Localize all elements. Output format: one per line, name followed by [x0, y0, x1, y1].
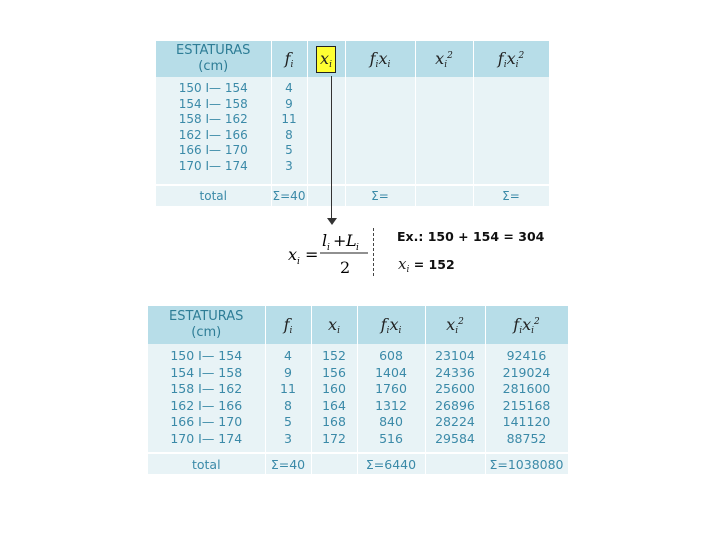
xi2-cell: 28224: [435, 414, 475, 429]
header-xi-x: x: [328, 314, 338, 334]
xi-cell: 160: [322, 381, 346, 396]
header-estaturas-title: ESTATURAS: [169, 309, 244, 324]
body-row: [156, 77, 549, 185]
interval-cell: 150 I— 154: [178, 81, 248, 95]
interval-cell: 154 I— 158: [170, 364, 243, 380]
formula-lhs-sub: i: [297, 257, 300, 267]
formula-lhs: x: [288, 245, 298, 264]
fi-cell: 8: [284, 397, 292, 413]
sum-fi: Σ=40: [271, 185, 307, 206]
xi-column: [311, 344, 357, 453]
header-fixi2: [485, 306, 568, 344]
fi-cell: 11: [281, 112, 297, 126]
header-fixi2-sub1: i: [519, 325, 523, 336]
header-fixi2: [473, 41, 549, 77]
fixi-cell: 1760: [375, 381, 407, 396]
example-result: [398, 255, 455, 275]
xi2-cell: 26896: [435, 397, 475, 413]
xi2-column: [425, 344, 485, 453]
total-label: total: [156, 185, 271, 206]
header-fixi2-f: f: [513, 314, 520, 334]
header-estaturas-unit: (cm): [198, 59, 229, 74]
header-xi2: [415, 41, 473, 77]
example-text: Ex.: 150 + 154 = 304: [397, 229, 545, 244]
fi-cell: 8: [285, 127, 293, 142]
footer-row: [156, 185, 549, 206]
frequency-table-incomplete: [156, 41, 550, 206]
sum-xi2-empty: [415, 185, 473, 206]
fixi-column: [357, 344, 425, 453]
fixi2-cell: 215168: [502, 397, 551, 413]
fi-cell: 11: [280, 381, 296, 396]
header-fixi-sub1: i: [375, 59, 379, 70]
fixi2-cell: 92416: [506, 348, 547, 363]
fixi-column-empty: [345, 77, 415, 185]
fixi2-cell: 141120: [502, 414, 551, 429]
sum-fixi: Σ=6440: [357, 453, 425, 474]
intervals-column: [156, 77, 271, 185]
fi-cell: 4: [285, 81, 293, 95]
xi-column-empty: [307, 77, 345, 185]
total-label: total: [148, 453, 265, 474]
header-fixi2-sub1: i: [503, 59, 507, 70]
header-fi-sub: i: [290, 59, 294, 70]
fixi-cell: 1312: [375, 397, 407, 413]
fixi2-column-empty: [473, 77, 549, 185]
xi2-cell: 29584: [435, 430, 475, 446]
header-estaturas: [148, 306, 265, 344]
xi2-cell: 25600: [435, 381, 475, 396]
header-fixi-f: f: [369, 48, 376, 68]
header-fixi2-sup: 2: [518, 50, 525, 61]
header-fi: [265, 306, 311, 344]
dashed-separator: [373, 228, 374, 276]
header-xi-sub: i: [337, 325, 340, 336]
header-xi: [311, 306, 357, 344]
interval-cell: 158 I— 162: [170, 381, 243, 396]
xi-cell: 156: [322, 364, 346, 380]
header-fixi2-sup: 2: [534, 316, 540, 327]
header-fixi2-x: x: [522, 314, 532, 334]
arrow-head-icon: [327, 218, 337, 225]
header-fixi: [345, 41, 415, 77]
fi-cell: 5: [285, 143, 293, 157]
fi-cell: 5: [284, 414, 292, 429]
header-row: [156, 41, 549, 77]
formula-num-L-sub: i: [356, 243, 359, 253]
interval-cell: 170 I— 174: [170, 430, 243, 446]
fixi2-cell: 281600: [502, 381, 551, 396]
sum-fixi2: Σ=1038080: [485, 453, 568, 474]
sum-xi-empty: [311, 453, 357, 474]
header-xi2-sub: i: [455, 325, 459, 336]
xi-cell: 168: [322, 414, 346, 429]
fixi-cell: 840: [379, 414, 403, 429]
header-fixi-sub2: i: [387, 59, 391, 70]
fi-cell: 4: [284, 348, 292, 363]
result-x: x: [398, 255, 407, 273]
interval-cell: 154 I— 158: [178, 96, 248, 111]
xi2-cell: 23104: [435, 348, 475, 363]
footer-row: [148, 453, 568, 474]
fixi-cell: 516: [379, 430, 403, 446]
fi-column: [271, 77, 307, 185]
fixi2-cell: 219024: [502, 364, 551, 380]
header-xi2-sup: 2: [458, 316, 464, 327]
sum-xi2-empty: [425, 453, 485, 474]
fixi2-cell: 88752: [506, 430, 547, 446]
xi-cell: 164: [322, 397, 346, 413]
interval-cell: 158 I— 162: [178, 112, 248, 126]
frequency-table-complete: [148, 306, 569, 474]
arrow-line: [331, 76, 332, 218]
interval-cell: 162 I— 166: [178, 127, 248, 142]
fixi-cell: 1404: [375, 364, 407, 380]
header-xi2-sup: 2: [447, 50, 453, 61]
header-fixi-sub2: i: [398, 325, 402, 336]
xi-cell: 172: [322, 430, 346, 446]
xi-highlight: [316, 46, 336, 73]
fixi2-column: [485, 344, 568, 453]
xi2-column-empty: [415, 77, 473, 185]
header-fixi-x: x: [378, 48, 388, 68]
fixi-cell: 608: [379, 348, 403, 363]
header-fi-sub: i: [289, 325, 293, 336]
header-fixi-f: f: [380, 314, 387, 334]
interval-cell: 170 I— 174: [178, 158, 248, 173]
formula-plus: +: [333, 231, 347, 250]
fi-cell: 3: [285, 158, 293, 173]
body-row: [148, 344, 568, 453]
sum-xi-empty: [307, 185, 345, 206]
header-xi2-x: x: [435, 48, 445, 68]
formula-eq: =: [305, 245, 319, 264]
header-fi: [271, 41, 307, 77]
midpoint-formula: [288, 230, 372, 278]
xi2-cell: 24336: [435, 364, 475, 380]
header-fixi: [357, 306, 425, 344]
header-estaturas-title: ESTATURAS: [176, 43, 251, 58]
header-xi-x: x: [320, 48, 330, 68]
header-fi-f: f: [283, 314, 290, 334]
fi-cell: 9: [285, 96, 293, 111]
intervals-column: [148, 344, 265, 453]
fi-cell: 9: [284, 364, 292, 380]
header-fixi-x: x: [389, 314, 399, 334]
formula-den: 2: [340, 258, 351, 277]
header-row: [148, 306, 568, 344]
sum-fixi: Σ=: [345, 185, 415, 206]
header-fixi-sub1: i: [386, 325, 390, 336]
fi-cell: 3: [284, 430, 292, 446]
formula-num-l-sub: i: [327, 243, 330, 253]
result-value: = 152: [413, 257, 455, 272]
header-xi2-x: x: [446, 314, 456, 334]
header-fixi2-sub2: i: [531, 325, 534, 336]
formula-num-l: l: [322, 231, 328, 250]
header-xi: [307, 41, 345, 77]
sum-fixi2: Σ=: [473, 185, 549, 206]
interval-cell: 150 I— 154: [170, 348, 243, 363]
header-estaturas-unit: (cm): [191, 325, 222, 340]
formula-num-L: L: [346, 231, 357, 250]
header-xi2-sub: i: [444, 59, 448, 70]
interval-cell: 162 I— 166: [170, 397, 243, 413]
xi-cell: 152: [322, 348, 346, 363]
interval-cell: 166 I— 170: [178, 143, 248, 157]
fi-column: [265, 344, 311, 453]
header-xi-sub: i: [329, 59, 332, 70]
interval-cell: 166 I— 170: [170, 414, 243, 429]
result-sub: i: [406, 265, 410, 275]
header-fixi2-f: f: [497, 48, 504, 68]
sum-fi: Σ=40: [265, 453, 311, 474]
header-xi2: [425, 306, 485, 344]
header-fi-f: f: [284, 48, 291, 68]
header-fixi2-x: x: [506, 48, 516, 68]
header-fixi2-sub2: i: [515, 59, 519, 70]
header-estaturas: [156, 41, 271, 77]
